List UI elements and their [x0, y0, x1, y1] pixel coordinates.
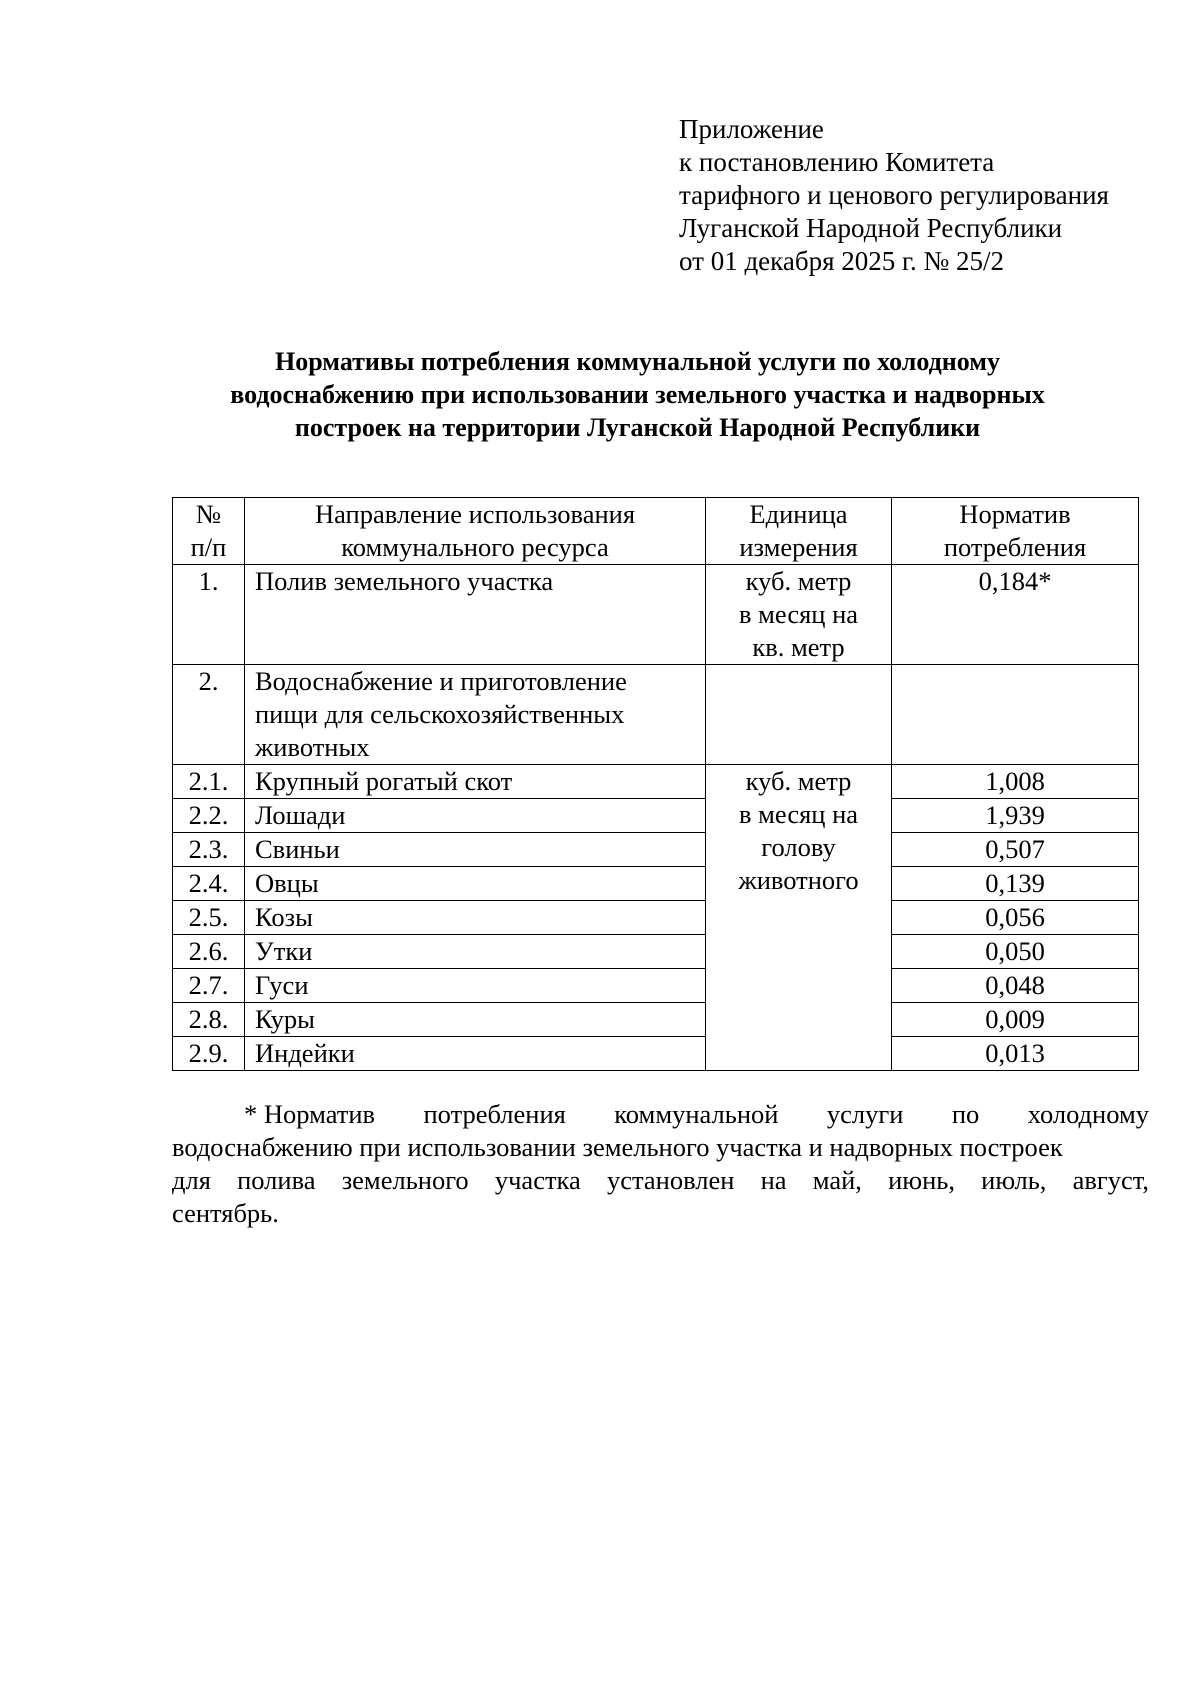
row-name: Утки — [245, 935, 706, 969]
appendix-line: Луганской Народной Республики — [679, 213, 1063, 243]
header-norm: Норматив потребления — [892, 498, 1139, 565]
table-row — [173, 1037, 1139, 1071]
title-line: построек на территории Луганской Народной Республики — [294, 413, 981, 442]
header-number: № п/п — [173, 498, 245, 565]
row-name: Козы — [245, 901, 706, 935]
table-row — [173, 765, 1139, 799]
appendix-line: тарифного и ценового регулирования — [679, 180, 1109, 210]
row-value: 0,048 — [892, 969, 1139, 1003]
footnote — [172, 1098, 1149, 1230]
row-name: Лошади — [245, 799, 706, 833]
row-value: 1,008 — [892, 765, 1139, 799]
row-unit-empty — [706, 665, 892, 765]
row-value: 0,139 — [892, 867, 1139, 901]
footnote-line: сентябрь. — [172, 1198, 279, 1228]
table-row — [173, 901, 1139, 935]
row-unit: куб. метр в месяц на кв. метр — [706, 565, 892, 665]
header-unit: Единица измерения — [706, 498, 892, 565]
row-value-empty — [892, 665, 1139, 765]
row-number: 2.8. — [173, 1003, 245, 1037]
row-name: Гуси — [245, 969, 706, 1003]
row-name: Куры — [245, 1003, 706, 1037]
row-value: 1,939 — [892, 799, 1139, 833]
row-number: 2.3. — [173, 833, 245, 867]
norms-table — [172, 497, 1139, 1071]
row-number: 2.9. — [173, 1037, 245, 1071]
row-value: 0,013 — [892, 1037, 1139, 1071]
appendix-block — [679, 113, 1109, 278]
footnote-line: водоснабжению при использовании земельного участка и надворных построек — [172, 1132, 1063, 1162]
table-header-row — [173, 498, 1139, 565]
row-number: 2.7. — [173, 969, 245, 1003]
row-name: Овцы — [245, 867, 706, 901]
row-name: Индейки — [245, 1037, 706, 1071]
row-name: Свиньи — [245, 833, 706, 867]
table-row — [173, 1003, 1139, 1037]
footnote-line: для полива земельного участка установлен на май, июнь, июль, август, — [172, 1165, 1149, 1195]
row-number: 2.1. — [173, 765, 245, 799]
document-title — [170, 345, 1105, 444]
row-name: Водоснабжение и приготовление пищи для сельскохозяйственных животных — [245, 665, 706, 765]
appendix-line: к постановлению Комитета — [679, 147, 995, 177]
row-value: 0,056 — [892, 901, 1139, 935]
table-row — [173, 935, 1139, 969]
row-value: 0,184* — [892, 565, 1139, 665]
table-row — [173, 833, 1139, 867]
row-number: 2.6. — [173, 935, 245, 969]
table-row — [173, 969, 1139, 1003]
footnote-line: * Норматив потребления коммунальной услуги по холодному — [244, 1099, 1149, 1129]
table-row — [173, 665, 1139, 765]
row-name: Полив земельного участка — [245, 565, 706, 665]
row-name: Крупный рогатый скот — [245, 765, 706, 799]
row-number: 1. — [173, 565, 245, 665]
row-number: 2. — [173, 665, 245, 765]
row-value: 0,009 — [892, 1003, 1139, 1037]
appendix-line: от 01 декабря 2025 г. № 25/2 — [679, 246, 1005, 276]
appendix-line: Приложение — [679, 114, 824, 144]
header-direction: Направление использования коммунального ресурса — [245, 498, 706, 565]
row-number: 2.4. — [173, 867, 245, 901]
table-row — [173, 799, 1139, 833]
table-row — [173, 565, 1139, 665]
row-value: 0,050 — [892, 935, 1139, 969]
row-value: 0,507 — [892, 833, 1139, 867]
title-line: водоснабжению при использовании земельного участка и надворных — [230, 380, 1045, 409]
animal-unit-cell: куб. метр в месяц на голову животного — [706, 765, 892, 1071]
row-number: 2.2. — [173, 799, 245, 833]
row-number: 2.5. — [173, 901, 245, 935]
table-row — [173, 867, 1139, 901]
title-line: Нормативы потребления коммунальной услуги по холодному — [275, 347, 1000, 376]
